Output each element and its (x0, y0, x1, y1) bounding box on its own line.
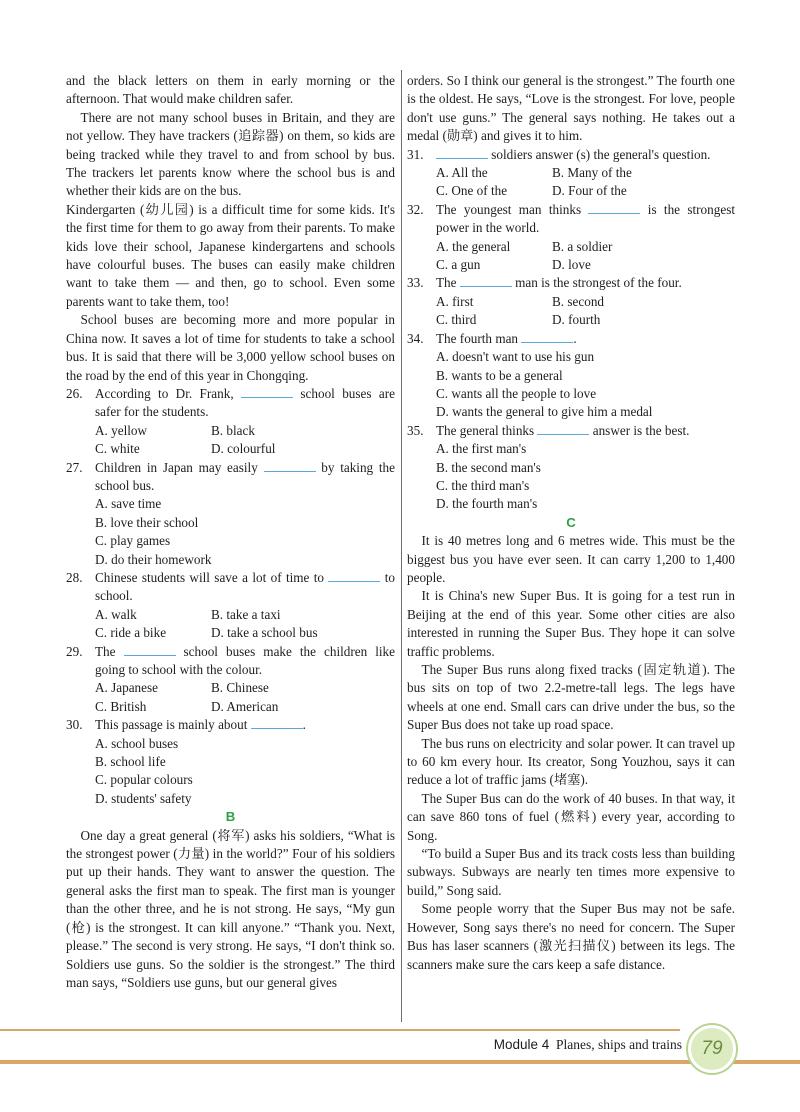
option[interactable]: D. Four of the (552, 183, 627, 199)
option[interactable]: A. save time (95, 496, 162, 512)
option[interactable]: B. second (552, 293, 605, 309)
option[interactable]: D. take a school bus (211, 625, 318, 641)
question-text: . (302, 717, 306, 733)
paragraph: and the black letters on them in early morning or the afternoon. That would make children safer. (66, 73, 395, 107)
paragraph: The bus runs on electricity and solar power. It can travel up to 60 km every hour. Its creator, Song Youzhou, says it can reduce a lot of traffic jams (堵塞). (407, 735, 735, 788)
question-number: 32. (407, 201, 424, 217)
option[interactable]: C. British (95, 698, 147, 714)
module-label: Module 4 (493, 1037, 550, 1052)
question-text: The youngest man thinks (436, 201, 589, 217)
option[interactable]: B. take a taxi (211, 606, 281, 622)
question-28 (66, 569, 395, 643)
footer-module-title (494, 1036, 682, 1054)
option[interactable]: D. students' safety (95, 790, 192, 806)
question-26 (66, 385, 395, 459)
column-divider (401, 70, 402, 1022)
option[interactable]: D. fourth (552, 312, 601, 328)
question-text: school buses are safer for the students. (95, 385, 396, 420)
question-number: 28. (66, 569, 83, 585)
option[interactable]: C. wants all the people to love (436, 385, 597, 401)
paragraph: It is 40 metres long and 6 metres wide. This must be the biggest bus you have ever seen. It can carry 1,200 to 1,400 people. (407, 533, 735, 585)
option[interactable]: A. Japanese (95, 680, 158, 696)
answer-blank[interactable] (328, 569, 380, 582)
paragraph: Some people worry that the Super Bus may not be safe. However, Song says there's no need for concern. The Super Bus has laser scanners (激光扫描仪) between its legs. The scanners make sure the cars keep a safe distance. (407, 901, 735, 972)
question-text: man is the strongest of the four. (511, 275, 682, 291)
question-number: 27. (66, 459, 83, 475)
option[interactable]: A. school buses (95, 735, 179, 751)
question-number: 26. (66, 385, 83, 401)
paragraph: There are not many school buses in Britain, and they are not yellow. They have trackers (追踪器) on them, so kids are being tracked while they travel to and from school by bus. The trackers let parents know where the school bus is and whether their kids are on the bus. (66, 109, 395, 199)
option[interactable]: C. third (436, 312, 477, 328)
question-text: school buses make the children like going to school with the colour. (95, 643, 395, 677)
right-column (407, 72, 735, 974)
option[interactable]: B. black (211, 422, 255, 438)
footer-rule (0, 1029, 680, 1031)
question-34 (407, 330, 735, 422)
paragraph: School buses are becoming more and more popular in China now. It saves a lot of time for students to take a school bus. It is said that there will be 3,000 yellow school buses on the road by the end of this year in Chongqing. (66, 312, 395, 383)
answer-blank[interactable] (241, 385, 293, 398)
question-31 (407, 146, 735, 201)
question-text: by taking the school bus. (95, 459, 395, 493)
answer-blank[interactable] (588, 201, 640, 214)
answer-blank[interactable] (264, 459, 316, 472)
paragraph: The Super Bus can do the work of 40 buses. In that way, it can save 860 tons of fuel (燃料) every year, according to Song. (407, 790, 735, 843)
question-text: . (573, 330, 577, 346)
question-number: 35. (407, 422, 424, 438)
paragraph: “To build a Super Bus and its track costs less than building subways. Subways are nearly ten times more expensive to build,” Song said. (407, 846, 735, 898)
paragraph: The Super Bus runs along fixed tracks (固定轨道). The bus sits on top of two 2.2-metre-tall legs. The legs have wheels at one end. Small cars can drive under the bus, so the Super Bus does not take up road space. (407, 662, 735, 733)
question-text: According to Dr. Frank, (95, 385, 242, 401)
option[interactable]: A. first (436, 293, 474, 309)
question-number: 30. (66, 717, 83, 733)
question-number: 34. (407, 330, 424, 346)
question-text: answer is the best. (589, 422, 690, 438)
option[interactable]: A. All the (436, 165, 488, 181)
paragraph: Kindergarten (幼儿园) is a difficult time for some kids. It's the first time for them to go away from their parents. To make kids love their school, Japanese kindergartens and schools have colourful buses. The buses can easily make children want to take them — and then, go to school. Even some parents want to take them, too! (66, 201, 395, 309)
question-text: Chinese students will save a lot of time to (95, 569, 329, 585)
footer-bar (0, 1060, 800, 1064)
section-heading-c: C (566, 514, 576, 530)
answer-blank[interactable] (460, 274, 512, 287)
question-text: to school. (95, 569, 395, 604)
question-text: The (436, 275, 460, 291)
answer-blank[interactable] (537, 422, 589, 435)
option[interactable]: C. ride a bike (95, 625, 167, 641)
option[interactable]: B. a soldier (552, 238, 613, 254)
option[interactable]: A. walk (95, 606, 137, 622)
option[interactable]: D. colourful (211, 441, 276, 457)
option[interactable]: A. doesn't want to use his gun (436, 349, 595, 365)
question-35 (407, 422, 735, 514)
option[interactable]: C. popular colours (95, 772, 193, 788)
answer-blank[interactable] (436, 146, 488, 159)
question-text: is the strongest power in the world. (436, 201, 735, 236)
question-29 (66, 643, 395, 717)
question-27 (66, 459, 395, 569)
paragraph: One day a great general (将军) asks his soldiers, “What is the strongest power (力量) in the world?” Four of his soldiers put up their hands. They want to answer the question. The general asks the first man to speak. The first man is younger than the other three, and he is not strong. He says, “My gun (枪) is the strongest. It can kill anyone.” “Thank you. Next, please.” The second is very strong. He says, “I don't think so. Soldiers use guns. So the soldier is the strongest.” The third man says, “Soldiers use guns, but our general gives (66, 827, 395, 990)
module-title: Planes, ships and trains (556, 1037, 682, 1052)
question-33 (407, 274, 735, 329)
question-text: The fourth man (436, 330, 522, 346)
answer-blank[interactable] (251, 716, 303, 729)
option[interactable]: C. the third man's (436, 477, 530, 493)
question-text: This passage is mainly about (95, 717, 251, 733)
question-text: Children in Japan may easily (95, 459, 264, 475)
option[interactable]: D. love (552, 257, 591, 273)
question-30 (66, 716, 395, 808)
option[interactable]: D. wants the general to give him a medal (436, 404, 653, 420)
option[interactable]: C. a gun (436, 257, 481, 273)
question-32 (407, 201, 735, 275)
page-number-badge (688, 1025, 736, 1073)
option[interactable]: A. the general (436, 238, 511, 254)
option[interactable]: D. American (211, 698, 279, 714)
option[interactable]: B. school life (95, 754, 166, 770)
option[interactable]: B. love their school (95, 514, 199, 530)
option[interactable]: D. do their homework (95, 551, 212, 567)
option[interactable]: B. Many of the (552, 165, 632, 181)
answer-blank[interactable] (124, 643, 176, 656)
question-text: The (95, 643, 124, 659)
option[interactable]: B. wants to be a general (436, 367, 563, 383)
question-text: The general thinks (436, 422, 538, 438)
option[interactable]: C. One of the (436, 183, 508, 199)
question-number: 31. (407, 146, 424, 162)
paragraph: It is China's new Super Bus. It is going for a test run in Beijing at the end of this year. Some other cities are also interested in running the Super Bus. They hope it can solve traffic problems. (407, 588, 735, 659)
question-number: 29. (66, 643, 83, 659)
answer-blank[interactable] (521, 330, 573, 343)
page-number: 79 (701, 1037, 723, 1059)
option[interactable]: B. the second man's (436, 459, 541, 475)
left-column (66, 72, 395, 992)
option[interactable]: C. white (95, 441, 140, 457)
question-number: 33. (407, 275, 424, 291)
option[interactable]: A. the first man's (436, 441, 527, 457)
paragraph: orders. So I think our general is the strongest.” The fourth one is the oldest. He says, “Love is the strongest. For love, people don't use guns.” The general says nothing. He takes out a medal (勋章) and gives it to him. (407, 73, 735, 144)
option[interactable]: D. the fourth man's (436, 496, 538, 512)
option[interactable]: B. Chinese (211, 680, 269, 696)
option[interactable]: A. yellow (95, 422, 148, 438)
question-text: soldiers answer (s) the general's question. (488, 146, 711, 162)
option[interactable]: C. play games (95, 533, 171, 549)
section-heading-b: B (225, 809, 236, 825)
